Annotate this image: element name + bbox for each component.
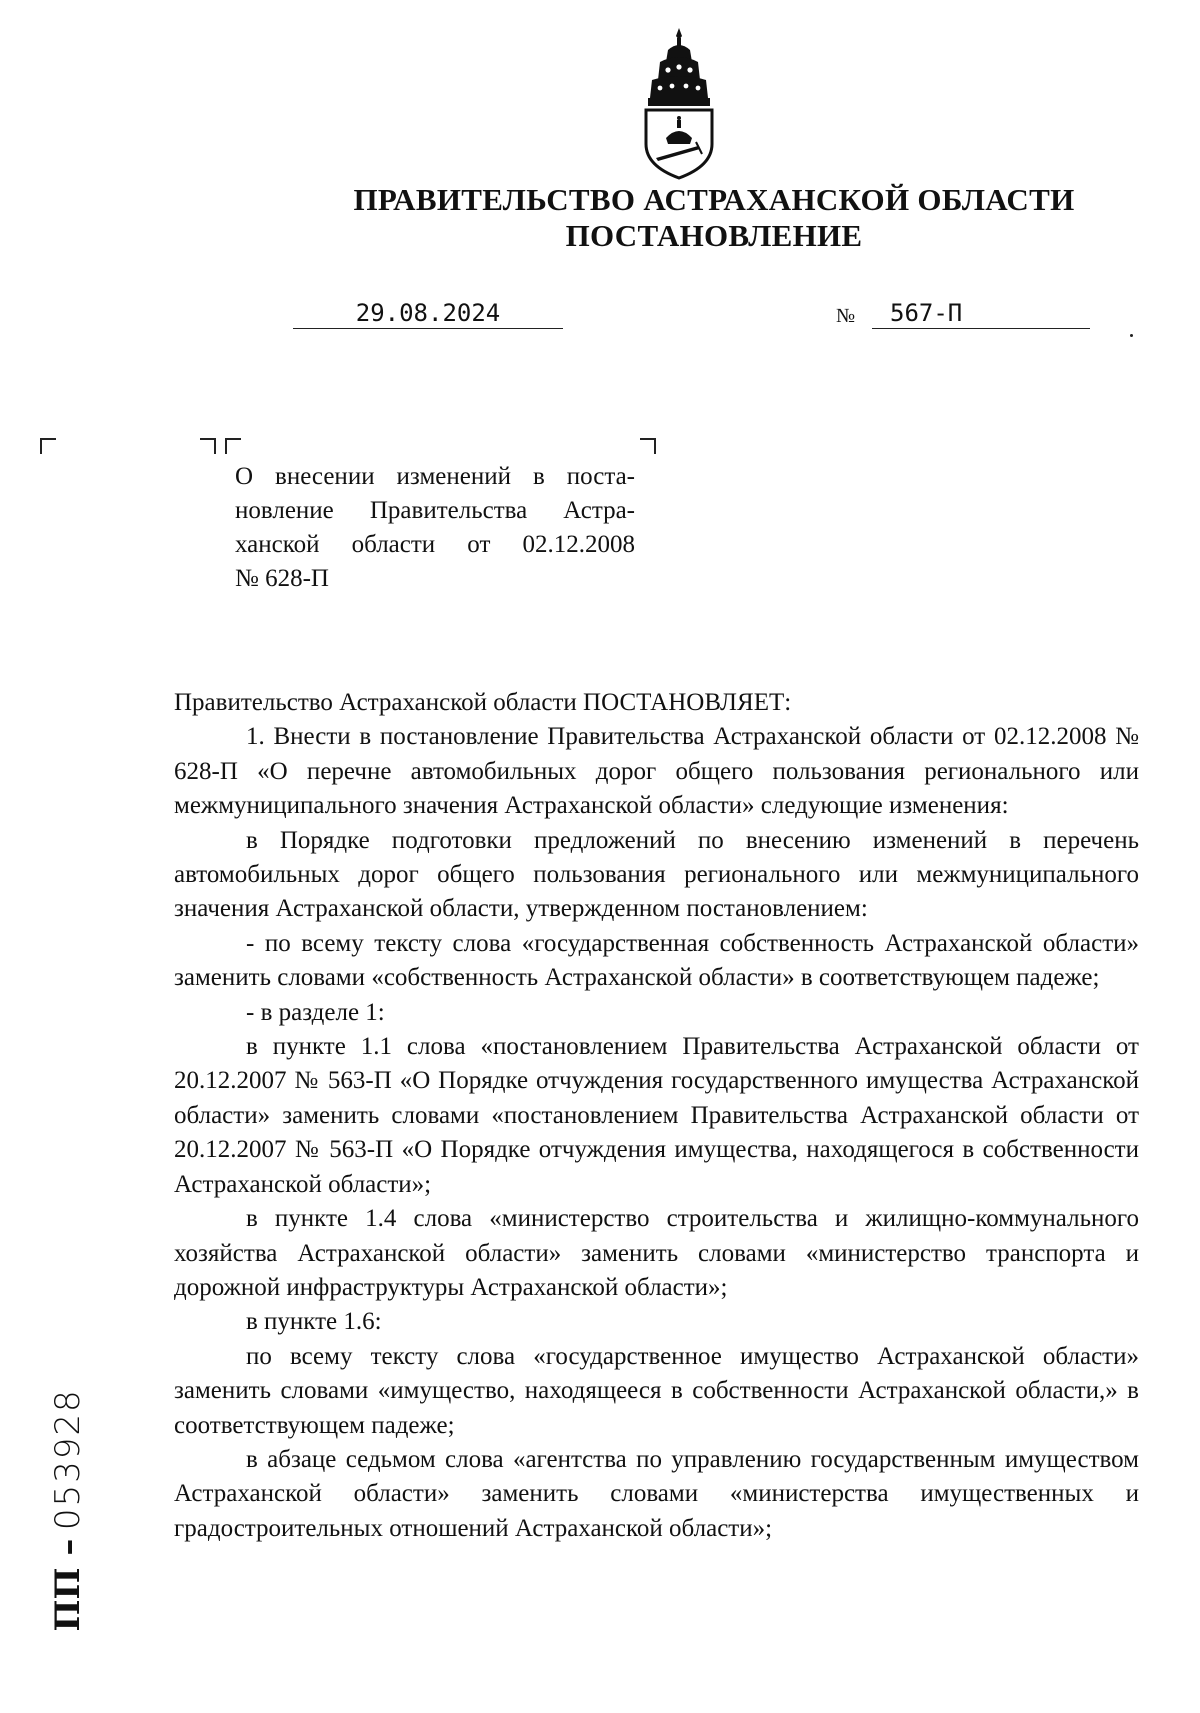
corner-mark-right <box>640 438 656 454</box>
document-date: 29.08.2024 <box>293 298 563 329</box>
subject-line: О внесении изменений в поста- <box>235 463 635 490</box>
document-type-title: ПОСТАНОВЛЕНИЕ <box>565 218 863 253</box>
document-number: 567-П <box>872 298 1090 329</box>
stray-dot <box>1130 334 1133 337</box>
serial-digits: 053928 <box>48 1388 88 1531</box>
body-paragraph: в абзаце седьмом слова «агентства по управлению государственным имуществом Астраханской области» заменить словами «министерства имущественных и градостроительных отношений Астраханской области»; <box>174 1445 1139 1542</box>
body-paragraph: в пункте 1.4 слова «министерство строительства и жилищно-коммунального хозяйства Астраханской области» заменить словами «министерство транспорта и дорожной инфраструктуры Астраханской области»; <box>174 1205 1139 1301</box>
body-paragraph: по всему тексту слова «государственное имущество Астраханской области» заменить словами «имущество, находящееся в собственности Астраханской области,» в соответствующем падеже; <box>174 1342 1139 1439</box>
body-paragraph: в пункте 1.6: <box>246 1308 382 1336</box>
body-paragraph: - по всему тексту слова «государственная собственность Астраханской области» заменить словами «собственность Астраханской области» в соответствующем падеже; <box>174 929 1139 992</box>
body-paragraph: в пункте 1.1 слова «постановлением Правительства Астраханской области от 20.12.2007 № 563-П «О Порядке отчуждения государственного имущества Астраханской области» заменить словами «постановлением Правительства Астраханской области от 20.12.2007 № 563-П «О Порядке отчуждения имущества, находящегося в собственности Астраханской области»; <box>174 1033 1139 1198</box>
serial-prefix: ПП – <box>48 1538 88 1632</box>
subject-line: новление Правительства Астра- <box>235 497 635 524</box>
body-paragraph: 1. Внести в постановление Правительства Астраханской области от 02.12.2008 № 628-П «О перечне автомобильных дорог общего пользования регионального или межмуниципального значения Астраханской области» следующие изменения: <box>174 723 1139 820</box>
body-paragraph: в Порядке подготовки предложений по внесению изменений в перечень автомобильных дорог общего пользования регионального или межмуниципального значения Астраханской области, утвержденном постановлением: <box>174 826 1139 923</box>
form-serial-number <box>48 1380 88 1640</box>
number-label: № <box>836 305 856 327</box>
document-subject <box>235 460 635 596</box>
document-body <box>174 686 1139 1546</box>
subject-line: № 628-П <box>235 565 329 592</box>
organization-title: ПРАВИТЕЛЬСТВО АСТРАХАНСКОЙ ОБЛАСТИ <box>353 182 1075 217</box>
coat-of-arms-icon <box>638 26 720 180</box>
corner-mark-mid-right <box>200 438 216 454</box>
corner-mark-mid-left <box>225 438 241 454</box>
subject-line: ханской области от 02.12.2008 <box>235 531 635 558</box>
body-paragraph: Правительство Астраханской области ПОСТАНОВЛЯЕТ: <box>174 689 792 716</box>
body-paragraph: - в разделе 1: <box>246 998 385 1026</box>
corner-mark-left <box>40 438 56 454</box>
